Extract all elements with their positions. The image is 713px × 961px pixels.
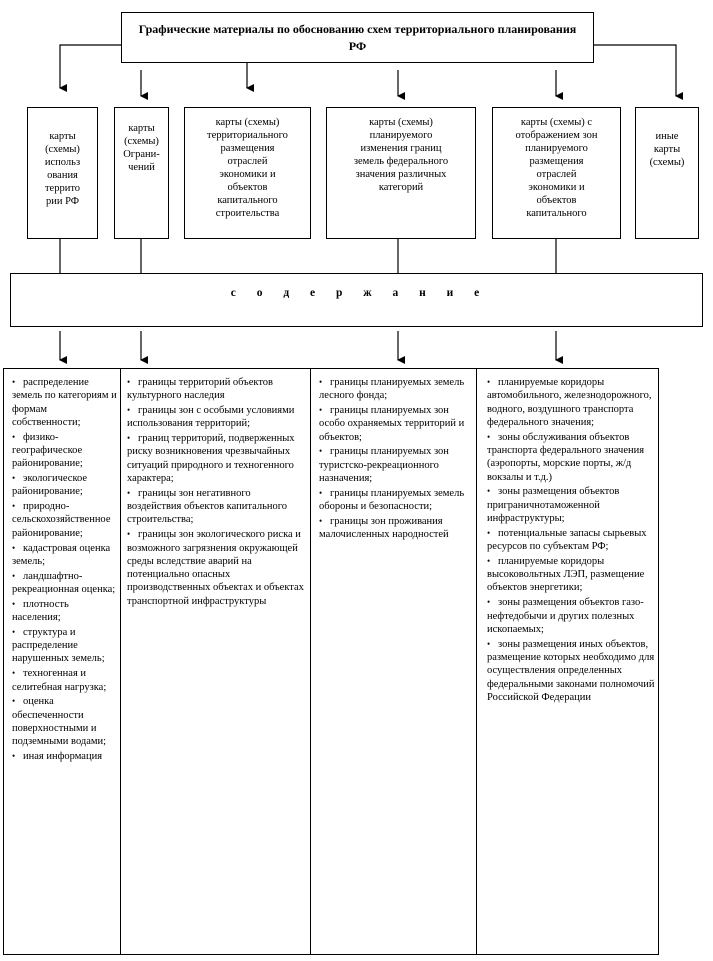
content-list-item: • планируемые коридоры автомобильного, железнодорожного, водного, воздушного транспорта федерального значения; — [487, 376, 655, 429]
content-list-item: • планируемые коридоры высоковольтных ЛЭП, размещение объектов энергетики; — [487, 555, 655, 595]
content-list-item: • границы зон с особыми условиями использования территорий; — [127, 404, 307, 431]
category-other-label: иные карты (схемы) — [649, 131, 685, 168]
content-list-item: • границы планируемых земель лесного фонда; — [319, 376, 473, 403]
column-list — [127, 376, 307, 608]
content-column-restrictions — [120, 368, 311, 955]
column-list — [319, 376, 473, 542]
content-list-item: • физико-географическое районирование; — [12, 431, 117, 471]
content-list-item: • границы планируемых зон особо охраняемых территорий и объектов; — [319, 404, 473, 444]
content-list-item: • техногенная и селитебная нагрузка; — [12, 667, 117, 694]
content-column-usage — [3, 368, 121, 955]
category-border-maps — [326, 107, 476, 239]
content-list-item: • зоны размещения объектов газо- нефтедобычи и других полезных ископаемых; — [487, 596, 655, 636]
content-list-item: • границы зон экологического риска и возможного загрязнения окружающей среды вследствие аварий на потенциально опасных производственных объектах и объектах транспортной инфраструктуры — [127, 528, 307, 608]
content-list-item: • распределение земель по категориям и формам собственности; — [12, 376, 117, 429]
category-zone-maps — [492, 107, 621, 239]
column-list — [12, 376, 117, 763]
content-column-borders — [310, 368, 477, 955]
content-list-item: • плотность населения; — [12, 598, 117, 625]
category-usage-maps — [27, 107, 98, 239]
content-list-item: • границы территорий объектов культурного наследия — [127, 376, 307, 403]
diagram-title-text: Графические материалы по обоснованию схем территориального планирования РФ — [138, 21, 577, 53]
diagram-title — [121, 12, 594, 63]
category-placement-label: карты (схемы) территориального размещения отраслей экономики и объектов капитального строительства — [207, 117, 288, 219]
content-list-item: • зоны размещения объектов приграничнотаможенной инфраструктуры; — [487, 485, 655, 525]
content-list-item: • потенциальные запасы сырьевых ресурсов по субъектам РФ; — [487, 527, 655, 554]
content-list-item: • ландшафтно-рекреационная оценка; — [12, 570, 117, 597]
category-other-maps — [635, 107, 699, 239]
category-placement-maps — [184, 107, 311, 239]
column-list — [487, 376, 655, 704]
category-restrictions-label: карты (схемы) Ограни- чений — [123, 123, 160, 173]
content-list-item: • иная информация — [12, 750, 117, 763]
content-list-item: • кадастровая оценка земель; — [12, 542, 117, 569]
category-restriction-maps — [114, 107, 169, 239]
content-list-item: • зоны размещения иных объектов, размещение которых необходимо для осуществления определенных федеральными законами полномочий Российской Федерации — [487, 638, 655, 704]
content-list-item: • структура и распределение нарушенных земель; — [12, 626, 117, 666]
content-list-item: • оценка обеспеченности поверхностными и подземными водами; — [12, 695, 117, 748]
connector-title-left — [60, 45, 121, 88]
category-zones-label: карты (схемы) с отображением зон планируемого размещения отраслей экономики и объектов капитального — [515, 117, 598, 219]
category-usage-label: карты (схемы) использ ования террито рии РФ — [44, 131, 81, 207]
content-label: с о д е р ж а н и е — [230, 287, 483, 299]
content-list-item: • природно-сельскохозяйственное районирование; — [12, 500, 117, 540]
content-list-item: • границ территорий, подверженных риску возникновения чрезвычайных ситуаций природного и техногенного характера; — [127, 432, 307, 485]
content-list-item: • границы зон негативного воздействия объектов капитального строительства; — [127, 487, 307, 527]
connector-title-right — [594, 45, 676, 96]
content-header-bar — [10, 273, 703, 327]
category-borders-label: карты (схемы) планируемого изменения границ земель федерального значения различных категорий — [353, 117, 449, 193]
content-list-item: • зоны обслуживания объектов транспорта федерального значения (аэропорты, морские порты, ж/д вокзалы и т.д.) — [487, 431, 655, 484]
content-list-item: • границы зон проживания малочисленных народностей — [319, 515, 473, 542]
content-list-item: • границы планируемых земель обороны и безопасности; — [319, 487, 473, 514]
content-column-zones — [476, 368, 659, 955]
content-list-item: • экологическое районирование; — [12, 472, 117, 499]
content-list-item: • границы планируемых зон туристско-рекреационного назначения; — [319, 445, 473, 485]
